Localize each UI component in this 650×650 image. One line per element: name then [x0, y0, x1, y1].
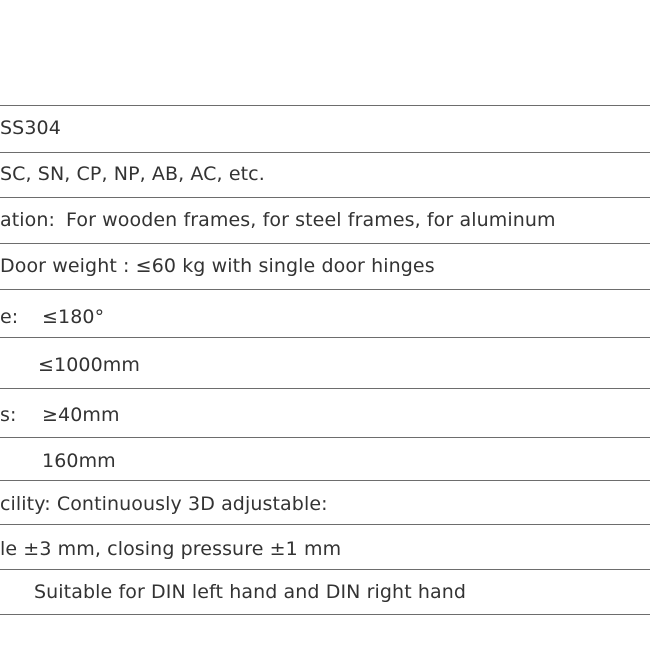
table-rule: [0, 197, 650, 198]
table-rule: [0, 437, 650, 438]
application-label: ation:: [0, 209, 56, 231]
table-rule: [0, 614, 650, 615]
hinge-length-value: 160mm: [42, 450, 116, 472]
application-value: For wooden frames, for steel frames, for aluminum: [66, 209, 556, 231]
door-thickness-value: ≥40mm: [42, 404, 120, 426]
table-rule: [0, 289, 650, 290]
handing-value: Suitable for DIN left hand and DIN right hand: [34, 581, 467, 603]
adjustability-value: cility: Continuously 3D adjustable:: [0, 493, 328, 515]
door-thickness-label: s:: [0, 404, 17, 426]
door-width-value: ≤1000mm: [38, 354, 140, 376]
door-weight-value: Door weight : ≤60 kg with single door hinges: [0, 255, 435, 277]
material-value: SS304: [0, 117, 61, 139]
table-rule: [0, 524, 650, 525]
finish-value: SC, SN, CP, NP, AB, AC, etc.: [0, 163, 265, 185]
opening-angle-value: ≤180°: [42, 306, 105, 328]
table-rule: [0, 152, 650, 153]
table-rule: [0, 243, 650, 244]
table-rule: [0, 480, 650, 481]
table-rule: [0, 105, 650, 106]
adjustment-range-value: le ±3 mm, closing pressure ±1 mm: [0, 538, 342, 560]
table-rule: [0, 388, 650, 389]
table-rule: [0, 337, 650, 338]
opening-angle-label: e:: [0, 306, 19, 328]
table-rule: [0, 569, 650, 570]
